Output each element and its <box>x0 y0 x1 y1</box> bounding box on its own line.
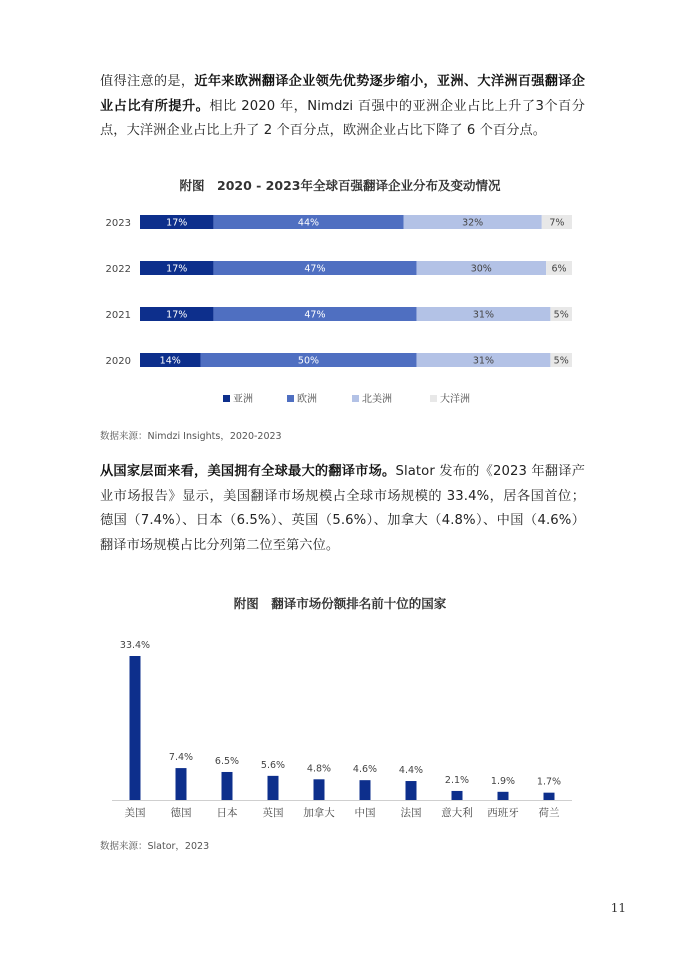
year-label: 2020 <box>105 356 131 367</box>
country-label: 德国 <box>170 807 192 819</box>
figure2-source: 数据来源：Slator，2023 <box>100 841 210 852</box>
paragraph-national-market <box>100 460 585 558</box>
country-label: 加拿大 <box>303 807 335 819</box>
country-bar <box>498 792 509 800</box>
paragraph-lead: 值得注意的是， <box>100 74 195 89</box>
legend-entry: 北美洲 <box>362 394 392 405</box>
legend-entry: 亚洲 <box>233 394 253 405</box>
country-bar <box>222 772 233 800</box>
segment-value-label: 47% <box>304 309 326 321</box>
year-label: 2023 <box>105 218 131 229</box>
bar-value-label: 33.4% <box>119 640 151 651</box>
paragraph-body: 相比 2020 年，Nimdzi 百强中的亚洲企业占比上升了3个百分点，大洋洲企业占比上升了 2 个百分点，欧洲企业占比下降了 6 个百分点。 <box>100 98 585 138</box>
segment-value-label: 17% <box>166 217 188 229</box>
segment-value-label: 17% <box>166 309 188 321</box>
segment-value-label: 5% <box>553 309 569 321</box>
country-label: 荷兰 <box>538 807 560 819</box>
stacked-bar-chart <box>0 200 680 430</box>
segment-value-label: 30% <box>470 263 492 275</box>
bar-value-label: 1.7% <box>536 776 562 788</box>
segment-value-label: 5% <box>553 355 569 367</box>
country-bar <box>452 791 463 800</box>
country-label: 日本 <box>216 807 238 819</box>
country-bar <box>314 779 325 800</box>
segment-value-label: 50% <box>297 355 320 367</box>
country-bar <box>544 793 555 800</box>
legend-swatch <box>352 395 359 402</box>
country-bar <box>176 768 187 800</box>
country-bar <box>268 776 279 800</box>
paragraph-asia-oceania <box>100 70 585 144</box>
legend-entry: 大洋洲 <box>440 394 470 405</box>
legend-swatch <box>430 395 437 402</box>
paragraph-body: Slator 发布的《2023 年翻译产业市场报告》显示，美国翻译市场规模占全球市场规模的 33.4%，居各国首位；德国（7.4%）、日本（6.5%）、英国（5.6%）、加拿大（4.8%）、中国（4.6%）翻译市场规模占比分列第二位至第六位。 <box>100 464 585 553</box>
segment-value-label: 17% <box>166 263 188 275</box>
country-label: 西班牙 <box>487 807 519 819</box>
segment-value-label: 47% <box>304 263 326 275</box>
figure2-title: 附图 翻译市场份额排名前十位的国家 <box>233 596 447 611</box>
country-bar <box>130 656 141 800</box>
bar-value-label: 2.1% <box>444 774 470 786</box>
paragraph-highlight: 从国家层面来看，美国拥有全球最大的翻译市场。 <box>100 464 396 479</box>
legend-swatch <box>287 395 294 402</box>
segment-value-label: 31% <box>472 355 495 367</box>
page-number: 11 <box>610 901 626 915</box>
year-label: 2021 <box>105 310 131 321</box>
paragraph-highlight: 近年来欧洲翻译企业领先优势逐步缩小，亚洲、大洋洲百强翻译企业占比有所提升。 <box>100 74 585 114</box>
segment-value-label: 14% <box>159 355 181 367</box>
bar-value-label: 1.9% <box>490 775 516 787</box>
segment-value-label: 7% <box>549 217 565 229</box>
segment-value-label: 44% <box>297 217 320 229</box>
country-label: 英国 <box>262 807 284 819</box>
segment-value-label: 32% <box>462 217 484 229</box>
bar-value-label: 6.5% <box>214 755 240 767</box>
segment-value-label: 31% <box>472 309 495 321</box>
segment-value-label: 6% <box>551 263 567 275</box>
country-bar <box>406 781 417 800</box>
bar-value-label: 7.4% <box>168 752 194 764</box>
legend-swatch <box>223 395 230 402</box>
year-label: 2022 <box>105 264 131 275</box>
column-chart <box>0 620 680 840</box>
country-label: 法国 <box>400 807 422 819</box>
bar-value-label: 5.6% <box>260 759 286 771</box>
bar-value-label: 4.4% <box>398 765 424 777</box>
country-bar <box>360 780 371 800</box>
country-label: 中国 <box>354 807 376 819</box>
figure1-source: 数据来源：Nimdzi Insights，2020-2023 <box>100 431 282 442</box>
bar-value-label: 4.6% <box>352 764 378 776</box>
bar-value-label: 4.8% <box>306 763 332 775</box>
country-label: 美国 <box>124 807 146 819</box>
legend-entry: 欧洲 <box>297 394 317 405</box>
figure1-title: 附图 2020 - 2023年全球百强翻译企业分布及变动情况 <box>179 178 501 193</box>
country-label: 意大利 <box>441 807 473 819</box>
